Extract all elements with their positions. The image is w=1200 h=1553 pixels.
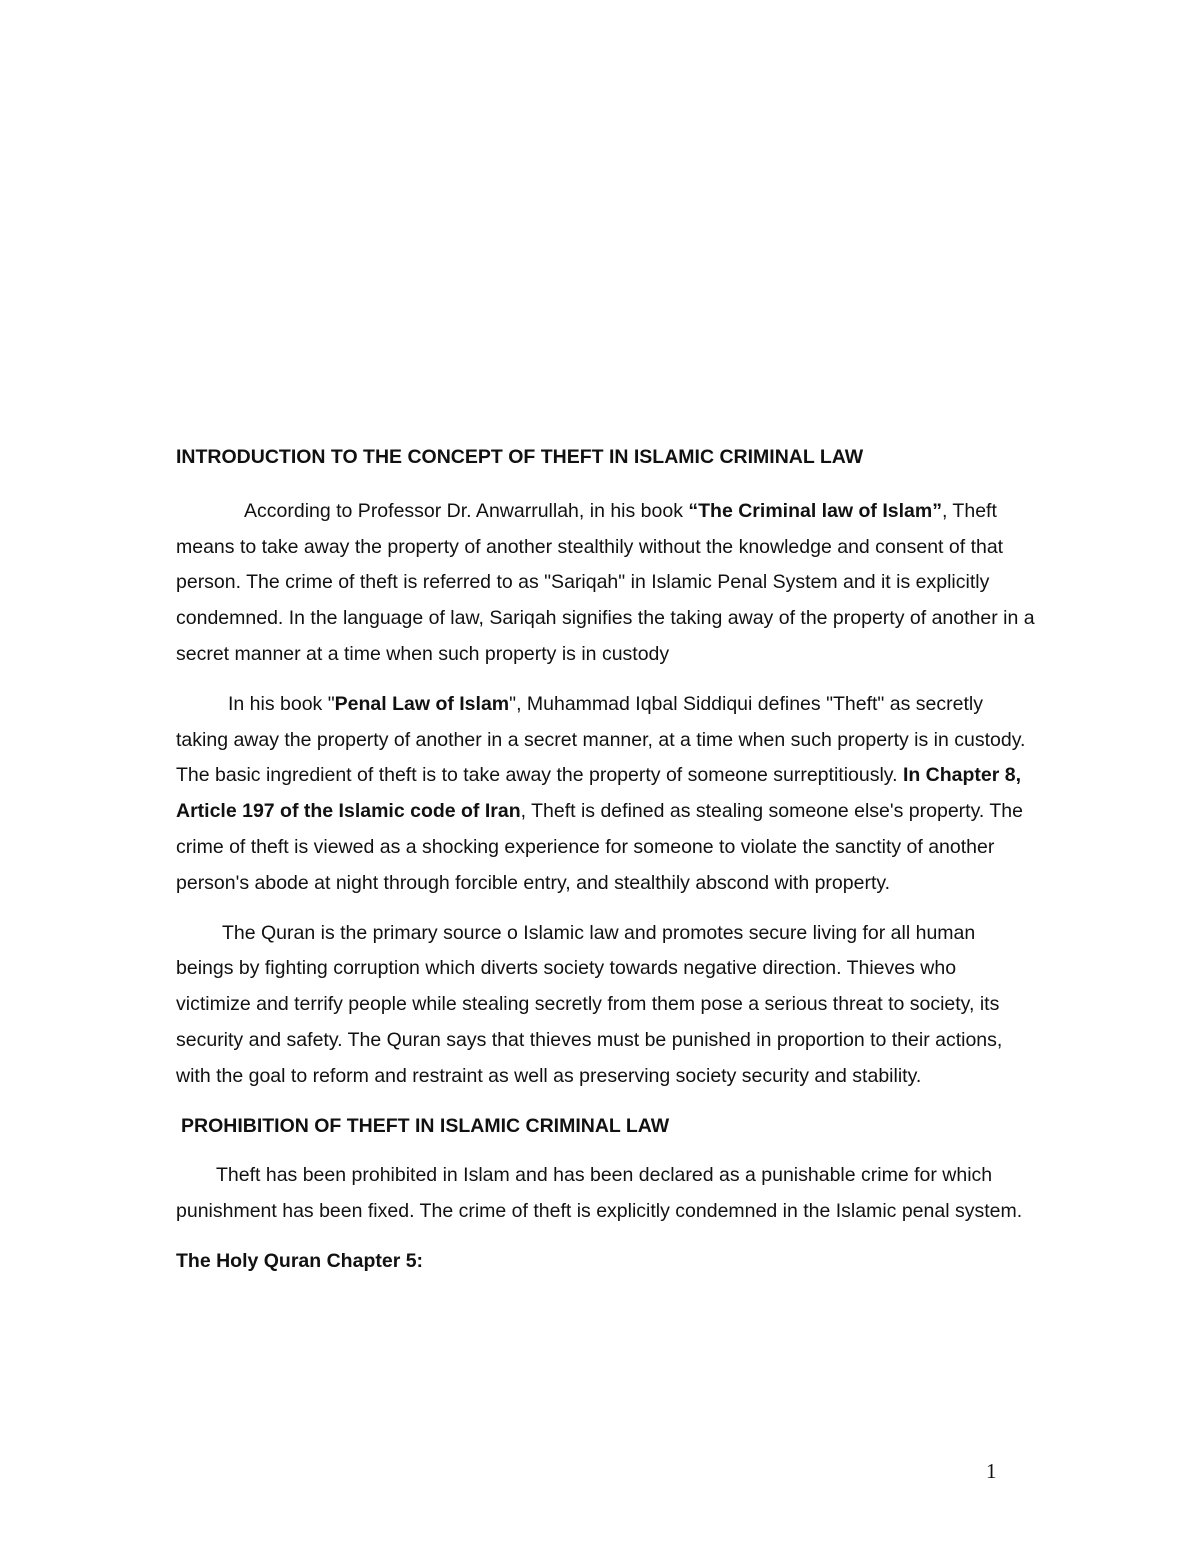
paragraph-text: ", Muhammad Iqbal Siddiqui defines "Theft" as secretly taking away the property of another in a secret manner, at a time when such property is in custody. The basic ingredient of theft is to take away the property of someone surreptitiously. bbox=[176, 692, 1026, 787]
paragraph-prohibition: Theft has been prohibited in Islam and has been declared as a punishable crime for which punishment has been fixed. The crime of theft is explicitly condemned in the Islamic penal system. bbox=[176, 1164, 1023, 1223]
paragraph-text: , Theft means to take away the property of another stealthily without the knowledge and consent of that person. The crime of theft is referred to as "Sariqah" in Islamic Penal System and it is explicitly condemned. In the language of law, Sariqah signifies the taking away of the property of another in a secret manner at a time when such property is in custody bbox=[176, 499, 1035, 665]
page-number: 1 bbox=[986, 1459, 997, 1483]
paragraph-text: In his book " bbox=[228, 692, 335, 715]
section-heading-prohibition: PROHIBITION OF THEFT IN ISLAMIC CRIMINAL LAW bbox=[181, 1114, 670, 1137]
paragraph-text: , Theft is defined as stealing someone else's property. The crime of theft is viewed as a shocking experience for someone to violate the sanctity of another person's abode at night through forcible entry, and stealthily abscond with property. bbox=[176, 800, 1023, 894]
document-body bbox=[176, 440, 1036, 1280]
book-title-penal-law-of-islam: Penal Law of Islam bbox=[334, 692, 510, 715]
paragraph-text: According to Professor Dr. Anwarrullah, in his book bbox=[244, 499, 689, 522]
section-heading-introduction: INTRODUCTION TO THE CONCEPT OF THEFT IN ISLAMIC CRIMINAL LAW bbox=[176, 446, 864, 468]
subheading-holy-quran-chapter: The Holy Quran Chapter 5: bbox=[176, 1249, 424, 1272]
paragraph-quran-source: The Quran is the primary source o Islamic law and promotes secure living for all human beings by fighting corruption which diverts society towards negative direction. Thieves who victimize and terrify people while stealing secretly from them pose a serious threat to society, its security and safety. The Quran says that thieves must be punished in proportion to their actions, with the goal to reform and restraint as well as preserving society security and stability. bbox=[176, 921, 1003, 1087]
paragraph-anwarrullah-definition bbox=[176, 494, 1036, 673]
iran-code-reference: In Chapter 8, Article 197 of the Islamic code of Iran bbox=[176, 764, 1022, 823]
book-title-criminal-law-of-islam: “The Criminal law of Islam” bbox=[688, 499, 942, 522]
paragraph-siddiqui-definition bbox=[176, 687, 1036, 902]
